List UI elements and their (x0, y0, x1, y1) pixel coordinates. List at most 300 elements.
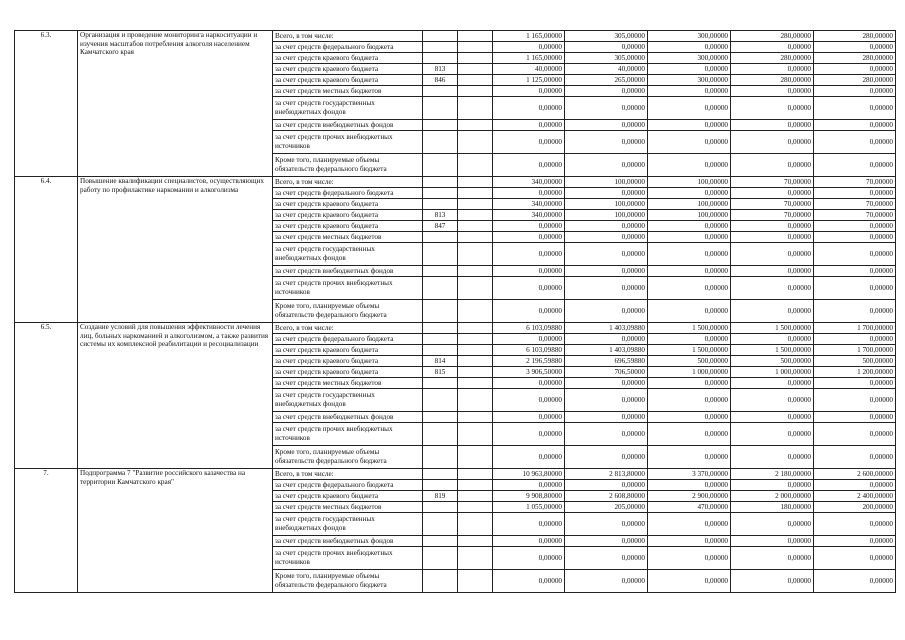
amount-cell: 0,00000 (565, 423, 648, 446)
item-number: 6.4. (15, 177, 78, 323)
amount-cell: 0,00000 (814, 120, 896, 131)
budget-code (423, 31, 458, 42)
amount-cell: 0,00000 (814, 536, 896, 547)
amount-cell: 0,00000 (648, 536, 731, 547)
amount-cell: 0,00000 (731, 277, 814, 300)
budget-code-secondary (458, 446, 493, 469)
amount-cell: 1 500,00000 (648, 345, 731, 356)
amount-cell: 280,00000 (731, 75, 814, 86)
funding-source: за счет средств краевого бюджета (273, 64, 423, 75)
amount-cell: 1 700,00000 (814, 345, 896, 356)
amount-cell: 6 103,09880 (493, 323, 565, 334)
amount-cell: 70,00000 (814, 210, 896, 221)
amount-cell: 0,00000 (814, 300, 896, 323)
budget-row (15, 469, 896, 480)
budget-code-secondary (458, 536, 493, 547)
amount-cell: 0,00000 (493, 334, 565, 345)
amount-cell: 0,00000 (493, 42, 565, 53)
amount-cell: 0,00000 (565, 480, 648, 491)
amount-cell: 300,00000 (648, 31, 731, 42)
amount-cell: 1 165,00000 (493, 53, 565, 64)
funding-source: за счет средств местных бюджетов (273, 502, 423, 513)
item-number: 6.5. (15, 323, 78, 469)
amount-cell: 0,00000 (648, 480, 731, 491)
budget-code-secondary (458, 53, 493, 64)
amount-cell: 0,00000 (731, 64, 814, 75)
budget-code: 846 (423, 75, 458, 86)
budget-code (423, 177, 458, 188)
budget-code-secondary (458, 131, 493, 154)
budget-code-secondary (458, 502, 493, 513)
budget-code (423, 42, 458, 53)
amount-cell: 280,00000 (731, 31, 814, 42)
amount-cell: 0,00000 (565, 221, 648, 232)
amount-cell: 0,00000 (814, 412, 896, 423)
amount-cell: 0,00000 (731, 154, 814, 177)
budget-code (423, 97, 458, 120)
amount-cell: 0,00000 (814, 86, 896, 97)
budget-code (423, 243, 458, 266)
amount-cell: 280,00000 (814, 75, 896, 86)
amount-cell: 265,00000 (565, 75, 648, 86)
budget-code (423, 86, 458, 97)
amount-cell: 0,00000 (731, 131, 814, 154)
amount-cell: 305,00000 (565, 53, 648, 64)
task-description: Организация и проведение мониторинга наркоситуации и изучения масштабов потребления алкоголя населением Камчатского края (78, 31, 273, 177)
budget-code-secondary (458, 210, 493, 221)
amount-cell: 70,00000 (731, 199, 814, 210)
budget-code: 813 (423, 64, 458, 75)
amount-cell: 0,00000 (814, 266, 896, 277)
amount-cell: 0,00000 (493, 154, 565, 177)
amount-cell: 70,00000 (731, 210, 814, 221)
amount-cell: 0,00000 (731, 423, 814, 446)
budget-row (15, 177, 896, 188)
funding-source: за счет средств федерального бюджета (273, 334, 423, 345)
amount-cell: 0,00000 (648, 232, 731, 243)
budget-code-secondary (458, 547, 493, 570)
budget-code (423, 300, 458, 323)
amount-cell: 0,00000 (814, 446, 896, 469)
amount-cell: 0,00000 (814, 232, 896, 243)
amount-cell: 0,00000 (648, 423, 731, 446)
amount-cell: 0,00000 (565, 42, 648, 53)
amount-cell: 696,59880 (565, 356, 648, 367)
amount-cell: 1 500,00000 (648, 323, 731, 334)
budget-table (14, 30, 896, 593)
amount-cell: 0,00000 (493, 423, 565, 446)
amount-cell: 0,00000 (814, 42, 896, 53)
budget-code (423, 334, 458, 345)
budget-code-secondary (458, 412, 493, 423)
amount-cell: 0,00000 (731, 86, 814, 97)
budget-code-secondary (458, 334, 493, 345)
amount-cell: 0,00000 (565, 300, 648, 323)
amount-cell: 0,00000 (648, 547, 731, 570)
budget-code-secondary (458, 367, 493, 378)
amount-cell: 0,00000 (731, 300, 814, 323)
amount-cell: 0,00000 (731, 188, 814, 199)
task-description: Подпрограмма 7 "Развитие российского казачества на территории Камчатского края" (78, 469, 273, 593)
budget-code (423, 120, 458, 131)
amount-cell: 0,00000 (648, 131, 731, 154)
budget-code (423, 378, 458, 389)
funding-source: Всего, в том числе: (273, 177, 423, 188)
amount-cell: 0,00000 (814, 64, 896, 75)
amount-cell: 0,00000 (565, 266, 648, 277)
amount-cell: 180,00000 (731, 502, 814, 513)
funding-source: за счет средств краевого бюджета (273, 75, 423, 86)
amount-cell: 0,00000 (731, 480, 814, 491)
budget-code (423, 266, 458, 277)
amount-cell: 1 000,00000 (648, 367, 731, 378)
amount-cell: 0,00000 (493, 389, 565, 412)
amount-cell: 0,00000 (648, 42, 731, 53)
budget-code-secondary (458, 345, 493, 356)
budget-code (423, 423, 458, 446)
funding-source: Кроме того, планируемые объемы обязательств федерального бюджета (273, 154, 423, 177)
amount-cell: 70,00000 (731, 177, 814, 188)
amount-cell: 0,00000 (648, 86, 731, 97)
amount-cell: 280,00000 (731, 53, 814, 64)
funding-source: Всего, в том числе: (273, 323, 423, 334)
funding-source: за счет средств внебюджетных фондов (273, 536, 423, 547)
budget-code: 847 (423, 221, 458, 232)
funding-source: за счет средств федерального бюджета (273, 480, 423, 491)
budget-code-secondary (458, 323, 493, 334)
amount-cell: 9 908,80000 (493, 491, 565, 502)
amount-cell: 0,00000 (814, 334, 896, 345)
amount-cell: 200,00000 (814, 502, 896, 513)
amount-cell: 0,00000 (493, 277, 565, 300)
amount-cell: 0,00000 (648, 221, 731, 232)
amount-cell: 205,00000 (565, 502, 648, 513)
amount-cell: 2 900,00000 (648, 491, 731, 502)
amount-cell: 0,00000 (565, 131, 648, 154)
funding-source: за счет средств краевого бюджета (273, 221, 423, 232)
funding-source: за счет средств государственных внебюджетных фондов (273, 243, 423, 266)
amount-cell: 2 600,00000 (814, 469, 896, 480)
amount-cell: 0,00000 (648, 120, 731, 131)
amount-cell: 340,00000 (493, 210, 565, 221)
budget-code-secondary (458, 378, 493, 389)
budget-code (423, 536, 458, 547)
amount-cell: 1 125,00000 (493, 75, 565, 86)
funding-source: Всего, в том числе: (273, 469, 423, 480)
budget-code-secondary (458, 389, 493, 412)
amount-cell: 280,00000 (814, 53, 896, 64)
item-number: 6.3. (15, 31, 78, 177)
budget-row (15, 31, 896, 42)
amount-cell: 0,00000 (731, 42, 814, 53)
amount-cell: 0,00000 (731, 446, 814, 469)
budget-code (423, 547, 458, 570)
budget-code-secondary (458, 423, 493, 446)
amount-cell: 0,00000 (493, 120, 565, 131)
funding-source: за счет средств краевого бюджета (273, 345, 423, 356)
amount-cell: 0,00000 (493, 221, 565, 232)
amount-cell: 0,00000 (565, 412, 648, 423)
amount-cell: 0,00000 (814, 570, 896, 593)
amount-cell: 0,00000 (814, 547, 896, 570)
amount-cell: 1 500,00000 (731, 345, 814, 356)
funding-source: за счет средств государственных внебюджетных фондов (273, 97, 423, 120)
amount-cell: 0,00000 (565, 547, 648, 570)
amount-cell: 0,00000 (648, 378, 731, 389)
amount-cell: 0,00000 (648, 188, 731, 199)
amount-cell: 0,00000 (814, 513, 896, 536)
amount-cell: 100,00000 (648, 210, 731, 221)
amount-cell: 0,00000 (648, 334, 731, 345)
amount-cell: 0,00000 (648, 266, 731, 277)
budget-row (15, 323, 896, 334)
amount-cell: 0,00000 (731, 334, 814, 345)
amount-cell: 2 180,00000 (731, 469, 814, 480)
funding-source: за счет средств краевого бюджета (273, 210, 423, 221)
budget-code-secondary (458, 75, 493, 86)
budget-code: 815 (423, 367, 458, 378)
budget-code (423, 277, 458, 300)
amount-cell: 1 200,00000 (814, 367, 896, 378)
amount-cell: 0,00000 (493, 243, 565, 266)
amount-cell: 6 103,09880 (493, 345, 565, 356)
amount-cell: 0,00000 (731, 378, 814, 389)
amount-cell: 0,00000 (814, 389, 896, 412)
funding-source: Всего, в том числе: (273, 31, 423, 42)
amount-cell: 500,00000 (648, 356, 731, 367)
funding-source: за счет средств прочих внебюджетных источников (273, 131, 423, 154)
amount-cell: 1 403,09880 (565, 345, 648, 356)
amount-cell: 3 906,50000 (493, 367, 565, 378)
amount-cell: 1 500,00000 (731, 323, 814, 334)
amount-cell: 40,00000 (493, 64, 565, 75)
amount-cell: 305,00000 (565, 31, 648, 42)
amount-cell: 0,00000 (493, 300, 565, 323)
amount-cell: 10 963,80000 (493, 469, 565, 480)
budget-code (423, 345, 458, 356)
amount-cell: 0,00000 (565, 513, 648, 536)
budget-code-secondary (458, 199, 493, 210)
amount-cell: 100,00000 (565, 210, 648, 221)
budget-code (423, 53, 458, 64)
budget-code (423, 513, 458, 536)
funding-source: за счет средств местных бюджетов (273, 86, 423, 97)
budget-code-secondary (458, 277, 493, 300)
amount-cell: 0,00000 (565, 86, 648, 97)
amount-cell: 0,00000 (814, 378, 896, 389)
funding-source: за счет средств местных бюджетов (273, 232, 423, 243)
funding-source: за счет средств прочих внебюджетных источников (273, 547, 423, 570)
amount-cell: 0,00000 (814, 221, 896, 232)
amount-cell: 0,00000 (814, 154, 896, 177)
amount-cell: 0,00000 (565, 232, 648, 243)
budget-code (423, 412, 458, 423)
budget-code (423, 199, 458, 210)
budget-code-secondary (458, 266, 493, 277)
budget-code (423, 570, 458, 593)
funding-source: за счет средств прочих внебюджетных источников (273, 423, 423, 446)
budget-code-secondary (458, 64, 493, 75)
amount-cell: 0,00000 (731, 513, 814, 536)
amount-cell: 280,00000 (814, 31, 896, 42)
amount-cell: 0,00000 (731, 412, 814, 423)
amount-cell: 1 055,00000 (493, 502, 565, 513)
funding-source: Кроме того, планируемые объемы обязательств федерального бюджета (273, 446, 423, 469)
funding-source: Кроме того, планируемые объемы обязательств федерального бюджета (273, 300, 423, 323)
amount-cell: 0,00000 (731, 221, 814, 232)
amount-cell: 2 000,00000 (731, 491, 814, 502)
budget-code-secondary (458, 120, 493, 131)
budget-code-secondary (458, 480, 493, 491)
item-number: 7. (15, 469, 78, 593)
amount-cell: 0,00000 (648, 97, 731, 120)
funding-source: за счет средств государственных внебюджетных фондов (273, 389, 423, 412)
amount-cell: 0,00000 (814, 97, 896, 120)
funding-source: за счет средств местных бюджетов (273, 378, 423, 389)
funding-source: за счет средств внебюджетных фондов (273, 412, 423, 423)
funding-source: за счет средств краевого бюджета (273, 356, 423, 367)
amount-cell: 1 403,09880 (565, 323, 648, 334)
amount-cell: 1 700,00000 (814, 323, 896, 334)
amount-cell: 0,00000 (493, 131, 565, 154)
amount-cell: 300,00000 (648, 53, 731, 64)
budget-document-page (14, 30, 895, 593)
amount-cell: 500,00000 (731, 356, 814, 367)
budget-code-secondary (458, 177, 493, 188)
amount-cell: 2 400,00000 (814, 491, 896, 502)
amount-cell: 0,00000 (565, 97, 648, 120)
budget-code (423, 480, 458, 491)
budget-code: 819 (423, 491, 458, 502)
amount-cell: 0,00000 (814, 188, 896, 199)
budget-code-secondary (458, 243, 493, 266)
task-description: Повышение квалификации специалистов, осуществляющих работу по профилактике наркомании и алкоголизма (78, 177, 273, 323)
budget-code: 814 (423, 356, 458, 367)
amount-cell: 0,00000 (493, 536, 565, 547)
amount-cell: 0,00000 (731, 232, 814, 243)
amount-cell: 0,00000 (493, 266, 565, 277)
amount-cell: 0,00000 (493, 232, 565, 243)
funding-source: Кроме того, планируемые объемы обязательств федерального бюджета (273, 570, 423, 593)
amount-cell: 0,00000 (648, 389, 731, 412)
amount-cell: 0,00000 (731, 570, 814, 593)
amount-cell: 0,00000 (648, 412, 731, 423)
amount-cell: 0,00000 (731, 120, 814, 131)
amount-cell: 706,50000 (565, 367, 648, 378)
amount-cell: 0,00000 (565, 154, 648, 177)
amount-cell: 0,00000 (814, 480, 896, 491)
amount-cell: 0,00000 (493, 513, 565, 536)
amount-cell: 100,00000 (565, 177, 648, 188)
budget-code-secondary (458, 154, 493, 177)
amount-cell: 100,00000 (565, 199, 648, 210)
amount-cell: 0,00000 (493, 86, 565, 97)
amount-cell: 0,00000 (731, 266, 814, 277)
amount-cell: 340,00000 (493, 199, 565, 210)
budget-code-secondary (458, 42, 493, 53)
amount-cell: 0,00000 (493, 188, 565, 199)
amount-cell: 0,00000 (493, 480, 565, 491)
amount-cell: 0,00000 (731, 536, 814, 547)
task-description: Создание условий для повышения эффективности лечения лиц, больных наркоманией и алкоголизмом, а также развития системы их комплексной реабилитации и ресоциализации (78, 323, 273, 469)
budget-code-secondary (458, 356, 493, 367)
budget-code (423, 469, 458, 480)
amount-cell: 70,00000 (814, 199, 896, 210)
budget-code-secondary (458, 232, 493, 243)
amount-cell: 100,00000 (648, 199, 731, 210)
budget-code-secondary (458, 31, 493, 42)
amount-cell: 1 000,00000 (731, 367, 814, 378)
budget-code (423, 502, 458, 513)
budget-table-body (15, 31, 896, 593)
funding-source: за счет средств прочих внебюджетных источников (273, 277, 423, 300)
amount-cell: 0,00000 (731, 389, 814, 412)
budget-code-secondary (458, 491, 493, 502)
amount-cell: 0,00000 (648, 243, 731, 266)
funding-source: за счет средств государственных внебюджетных фондов (273, 513, 423, 536)
amount-cell: 0,00000 (648, 154, 731, 177)
funding-source: за счет средств краевого бюджета (273, 367, 423, 378)
amount-cell: 0,00000 (565, 570, 648, 593)
funding-source: за счет средств краевого бюджета (273, 491, 423, 502)
amount-cell: 0,00000 (565, 243, 648, 266)
budget-code (423, 131, 458, 154)
budget-code (423, 232, 458, 243)
amount-cell: 0,00000 (493, 97, 565, 120)
budget-code: 813 (423, 210, 458, 221)
budget-code-secondary (458, 188, 493, 199)
amount-cell: 0,00000 (493, 412, 565, 423)
amount-cell: 0,00000 (648, 277, 731, 300)
budget-code-secondary (458, 221, 493, 232)
budget-code-secondary (458, 300, 493, 323)
amount-cell: 0,00000 (565, 334, 648, 345)
budget-code (423, 446, 458, 469)
budget-code-secondary (458, 86, 493, 97)
budget-code (423, 389, 458, 412)
funding-source: за счет средств краевого бюджета (273, 199, 423, 210)
amount-cell: 0,00000 (648, 64, 731, 75)
amount-cell: 0,00000 (814, 243, 896, 266)
amount-cell: 0,00000 (565, 378, 648, 389)
budget-code-secondary (458, 570, 493, 593)
amount-cell: 2 196,59880 (493, 356, 565, 367)
amount-cell: 0,00000 (565, 120, 648, 131)
amount-cell: 0,00000 (814, 277, 896, 300)
amount-cell: 0,00000 (814, 423, 896, 446)
budget-code (423, 323, 458, 334)
amount-cell: 0,00000 (493, 570, 565, 593)
amount-cell: 0,00000 (731, 547, 814, 570)
amount-cell: 470,00000 (648, 502, 731, 513)
amount-cell: 0,00000 (493, 547, 565, 570)
funding-source: за счет средств внебюджетных фондов (273, 266, 423, 277)
amount-cell: 0,00000 (565, 188, 648, 199)
amount-cell: 0,00000 (648, 513, 731, 536)
amount-cell: 0,00000 (648, 300, 731, 323)
amount-cell: 0,00000 (565, 446, 648, 469)
amount-cell: 0,00000 (493, 446, 565, 469)
amount-cell: 100,00000 (648, 177, 731, 188)
amount-cell: 340,00000 (493, 177, 565, 188)
amount-cell: 0,00000 (493, 378, 565, 389)
amount-cell: 0,00000 (565, 389, 648, 412)
budget-code (423, 154, 458, 177)
amount-cell: 500,00000 (814, 356, 896, 367)
amount-cell: 70,00000 (814, 177, 896, 188)
amount-cell: 0,00000 (648, 446, 731, 469)
funding-source: за счет средств федерального бюджета (273, 42, 423, 53)
